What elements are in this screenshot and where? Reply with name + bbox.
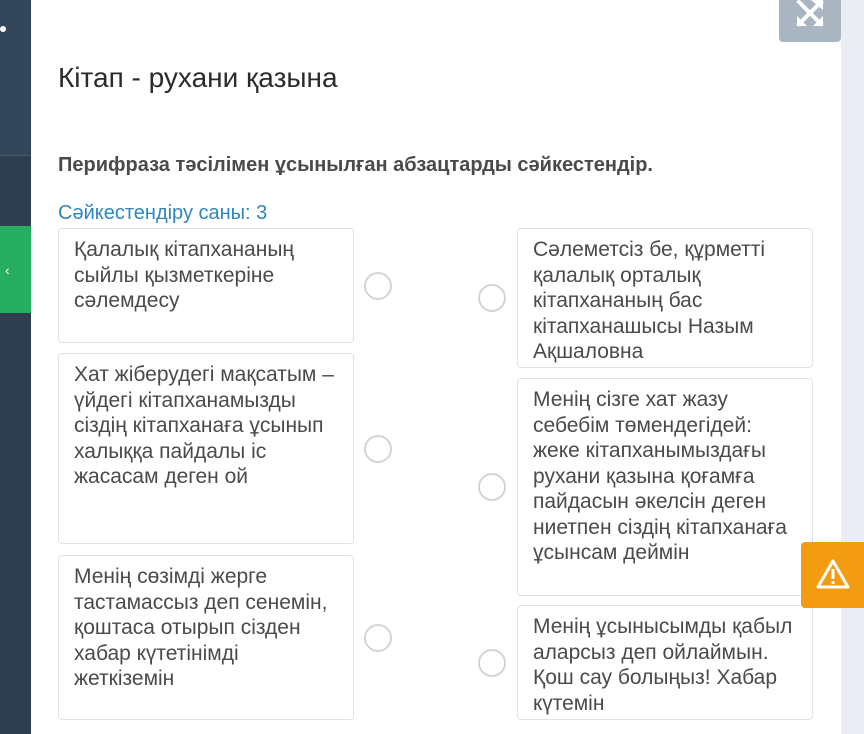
left-item-3-radio[interactable] xyxy=(364,624,392,652)
match-count-label: Сәйкестендіру саны: 3 xyxy=(58,202,268,224)
left-item-text: Қалалық кітапхананың сыйлы қызметкеріне сәлемдесу xyxy=(74,238,295,312)
left-item-2[interactable] xyxy=(58,353,354,544)
right-item-2-radio[interactable] xyxy=(478,473,506,501)
sidebar-arrow-icon: ‹ xyxy=(5,262,10,278)
left-item-2-radio[interactable] xyxy=(364,435,392,463)
expand-arrows-icon xyxy=(795,0,825,28)
left-item-1[interactable] xyxy=(58,228,354,343)
expand-button[interactable] xyxy=(779,0,841,42)
right-item-1-radio[interactable] xyxy=(478,284,506,312)
right-item-text: Менің сізге хат жазу себебім төмендегідей: жеке кітапханымыздағы рухани қазына қоғамға пайдасын әкелсін деген ниетпен сіздің кітапханаға ұсынсам деймін xyxy=(533,388,787,564)
right-item-text: Менің ұсынысымды қабыл аларсыз деп ойлаймын. Қош сау болыңыз! Хабар күтемін xyxy=(533,615,793,715)
left-item-3[interactable] xyxy=(58,555,354,720)
sidebar xyxy=(0,0,31,734)
exercise-instruction: Перифраза тәсілімен ұсынылған абзацтарды сәйкестендір. xyxy=(58,154,653,176)
right-item-text: Сәлеметсіз бе, құрметті қалалық орталық кітапхананың бас кітапханашысы Назым Ақшаловна xyxy=(533,238,766,363)
report-problem-button[interactable] xyxy=(801,542,864,608)
sidebar-active-item[interactable] xyxy=(0,226,31,313)
left-item-text: Хат жіберудегі мақсатым – үйдегі кітапханамызды сіздің кітапханаға ұсынып халыққа пайдалы іс жасасам деген ой xyxy=(74,363,334,488)
sidebar-top-section[interactable] xyxy=(0,0,31,156)
left-item-text: Менің сөзімді жерге тастамассыз деп сенемін, қоштаса отырып сізден хабар күтетінімді жеткіземін xyxy=(74,565,328,690)
right-item-1[interactable] xyxy=(517,228,813,368)
right-item-2[interactable] xyxy=(517,378,813,596)
page-title: Кітап - рухани қазына xyxy=(58,62,338,93)
right-item-3-radio[interactable] xyxy=(478,649,506,677)
sidebar-dot-icon xyxy=(0,26,6,32)
right-gutter xyxy=(841,0,864,734)
left-item-1-radio[interactable] xyxy=(364,272,392,300)
warning-triangle-icon xyxy=(816,558,850,590)
right-item-3[interactable] xyxy=(517,605,813,720)
